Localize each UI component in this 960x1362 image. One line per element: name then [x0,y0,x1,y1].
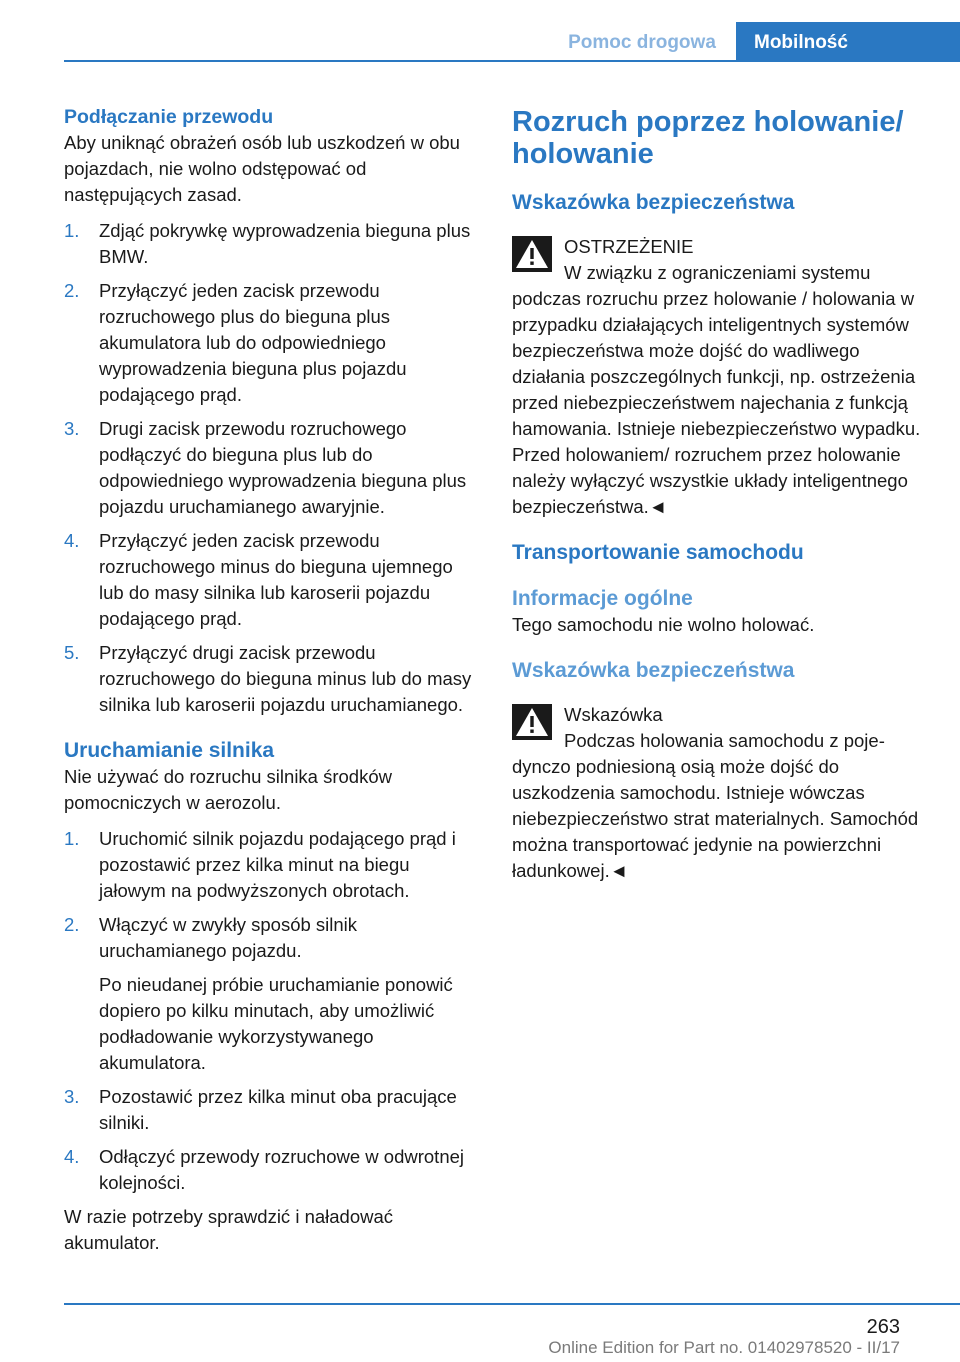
left-column [64,104,479,1256]
header-rule [64,60,960,62]
step-number: 1. [64,220,80,241]
main-heading: Rozruch poprzez holowanie/ holowanie [512,106,904,170]
connect-intro: Aby uniknąć obrażeń osób lub uszkodzeń w obu pojazdach, nie wolno odstępować od następujących zasad. [64,132,460,205]
list-item [64,1144,479,1196]
list-item [64,826,479,904]
warning-box-1 [512,234,932,520]
step-note: Po nieudanej próbie uruchamianie ponowić dopiero po kilku minutach, aby umożliwić podładowanie wykorzystywanego akumulatora. [99,974,453,1073]
connect-heading: Podłączanie przewodu [64,106,274,128]
step-number: 2. [64,914,80,935]
step-number: 4. [64,1146,80,1167]
warning-icon [512,236,552,272]
start-steps-list [64,826,479,1196]
step-number: 3. [64,418,80,439]
warning-first-line: W związku z ograniczeniami systemu [564,262,871,283]
step-text: Przyłączyć jeden zacisk przewodu rozruchowego plus do bieguna plus akumulatora lub do odpowiedniego wyprowadzenia bieguna plus pojazdu podającego prąd. [99,280,407,405]
step-text: Pozostawić przez kilka minut oba pracujące silniki. [99,1086,457,1133]
start-heading: Uruchamianie silnika [64,739,275,762]
start-intro: Nie używać do rozruchu silnika środków pomocniczych w aerozolu. [64,766,392,813]
warning-text: dynczo podniesioną osią może dojść do uszkodzenia samochodu. Istnieje wówczas niebezpieczeństwo strat materialnych. Samochód można transportować jedynie na powierzchni ładunkowej.◄ [512,756,919,881]
list-item [64,912,479,1076]
list-item [64,218,479,270]
right-column [512,104,932,884]
list-item [64,416,479,520]
step-text: Odłączyć przewody rozruchowe w odwrotnej kolejności. [99,1146,465,1193]
warning-label: Wskazówka [564,704,663,725]
footer-rule [64,1303,960,1305]
edition-footer: Online Edition for Part no. 01402978520 - II/17 [548,1338,900,1357]
step-number: 3. [64,1086,80,1107]
step-text: Uruchomić silnik pojazdu podającego prąd i pozostawić przez kilka minut na biegu jałowym na podwyższonych obrotach. [99,828,456,901]
step-number: 2. [64,280,80,301]
step-text: Zdjąć pokrywkę wyprowadzenia bieguna plus BMW. [99,220,471,267]
step-number: 5. [64,642,80,663]
warning-first-line: Podczas holowania samochodu z poje- [564,730,885,751]
list-item [64,640,479,718]
warning-label: OSTRZEŻENIE [564,236,694,257]
page-number: 263 [866,1316,900,1338]
list-item [64,528,479,632]
step-number: 1. [64,828,80,849]
step-text: Przyłączyć jeden zacisk przewodu rozruchowego minus do bieguna ujemnego lub do masy silnika lub karoserii pojazdu podającego prąd. [99,530,453,629]
step-text: Drugi zacisk przewodu rozruchowego podłączyć do bieguna plus lub do odpowiedniego wyprowadzenia bieguna plus pojazdu uruchamianego awaryjnie. [99,418,467,517]
transport-heading: Transportowanie samochodu [512,541,804,564]
list-item [64,1084,479,1136]
step-text: Przyłączyć drugi zacisk przewodu rozruchowego do bieguna minus lub do masy silnika lub karoserii pojazdu uruchamianego. [99,642,472,715]
general-heading: Informacje ogólne [512,587,693,610]
warning-text: podczas rozruchu przez holowanie / holowania w przypadku działających inteligentnych systemów bezpieczeństwa może dojść do wadliwego działania poszczególnych funkcji, np. ostrzeżenia przed niebezpieczeństwem najechania z funkcją hamowania. Istnieje niebezpieczeństwo wypadku. Przed holowaniem/ rozruchem przez holowanie należy wyłączyć wszystkie układy inteligentnego bezpieczeństwa.◄ [512,288,921,517]
safety-heading-1: Wskazówka bezpieczeństwa [512,191,795,214]
connect-steps-list [64,218,479,718]
warning-box-2 [512,702,932,884]
step-text: Włączyć w zwykły sposób silnik uruchamianego pojazdu. [99,914,358,961]
header-section-tab[interactable]: Pomoc drogowa [568,32,716,53]
step-number: 4. [64,530,80,551]
safety-heading-2: Wskazówka bezpieczeństwa [512,659,795,682]
header-chapter-tab[interactable]: Mobilność [736,22,960,62]
closing-text: W razie potrzeby sprawdzić i naładować akumulator. [64,1206,394,1253]
warning-icon [512,704,552,740]
general-text: Tego samochodu nie wolno holować. [512,614,815,635]
list-item [64,278,479,408]
